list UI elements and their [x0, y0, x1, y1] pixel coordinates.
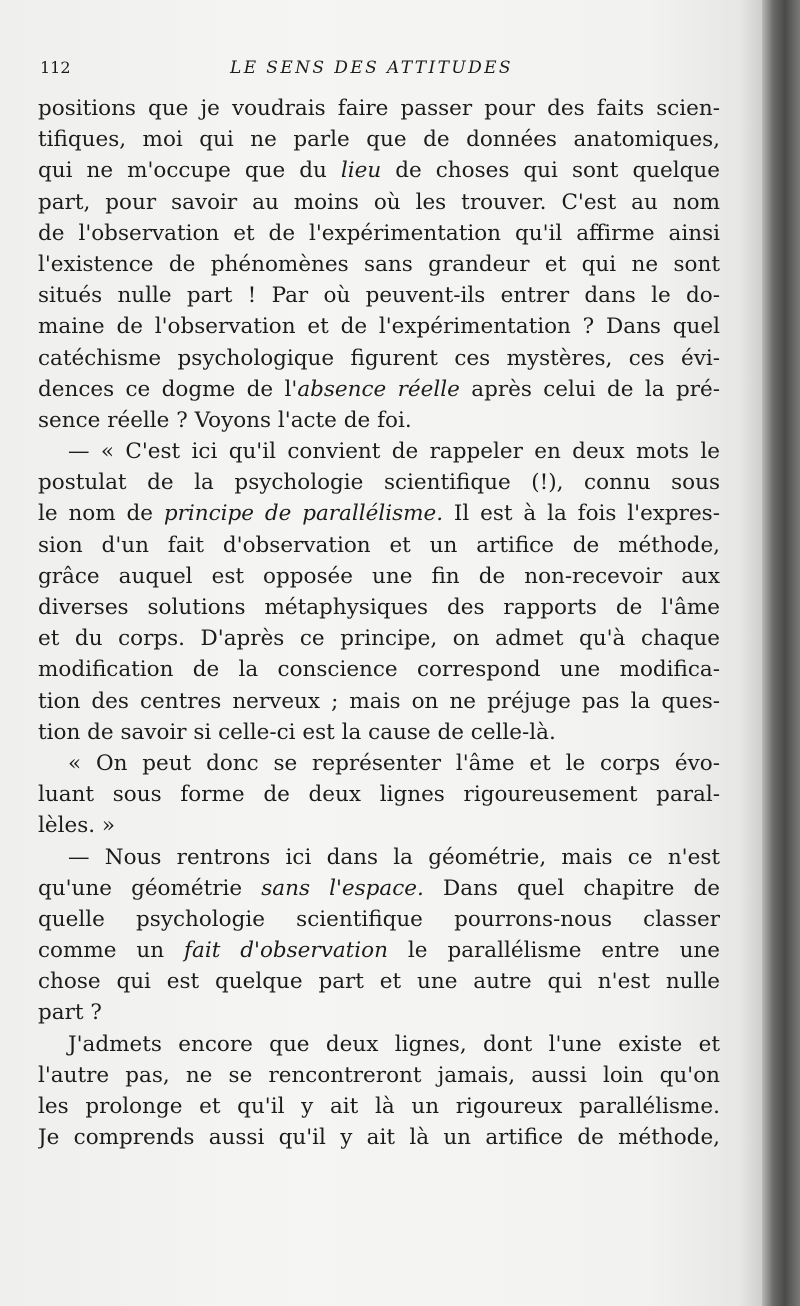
text-segment: modification de la conscience correspond une modifica-: [38, 657, 720, 683]
text-line: [38, 904, 720, 935]
text-segment: part ?: [38, 1000, 102, 1026]
text-line: [38, 997, 720, 1028]
text-segment: grâce auquel est opposée une fin de non-recevoir aux: [38, 563, 720, 589]
text-line: [38, 374, 720, 405]
text-line: [38, 187, 720, 218]
text-line: [38, 873, 720, 904]
text-line: [38, 155, 720, 186]
text-segment: de choses qui sont quelque: [381, 158, 720, 184]
text-line: [38, 810, 720, 841]
text-segment: sence réelle ? Voyons l'acte de foi.: [38, 407, 412, 433]
text-segment: après celui de la pré-: [459, 376, 720, 402]
text-line: [38, 124, 720, 155]
text-line: [38, 1122, 720, 1153]
text-line: [38, 748, 720, 779]
text-segment: dences ce dogme de l': [38, 376, 298, 402]
text-segment: tion des centres nerveux ; mais on ne préjuge pas la ques-: [38, 688, 720, 714]
italic-text: sans l'espace.: [261, 875, 424, 901]
text-segment: tion de savoir si celle-ci est la cause de celle-là.: [38, 719, 556, 745]
text-segment: Il est à la fois l'expres-: [443, 501, 720, 527]
text-segment: — Nous rentrons ici dans la géométrie, mais ce n'est: [68, 844, 720, 870]
italic-text: absence réelle: [297, 376, 460, 402]
text-segment: — « C'est ici qu'il convient de rappeler en deux mots le: [68, 439, 720, 465]
text-segment: diverses solutions métaphysiques des rapports de l'âme: [38, 595, 720, 620]
text-segment: positions que je voudrais faire passer pour des faits scien-: [38, 96, 720, 121]
text-segment: de l'observation et de l'expérimentation qu'il affirme ainsi: [38, 220, 720, 246]
text-segment: situés nulle part ! Par où peuvent-ils entrer dans le do-: [38, 283, 720, 309]
text-line: [38, 498, 720, 529]
text-line: [38, 311, 720, 342]
text-line: [38, 842, 720, 873]
text-segment: Dans quel chapitre de: [423, 875, 720, 901]
text-line: [38, 249, 720, 280]
text-line: [38, 623, 720, 654]
text-segment: Je comprends aussi qu'il y ait là un artifice de méthode,: [38, 1125, 720, 1151]
text-segment: l'existence de phénomènes sans grandeur et qui ne sont: [38, 251, 720, 277]
text-line: [38, 717, 720, 748]
page-number: 112: [40, 58, 71, 77]
gutter-shadow: [740, 0, 764, 1306]
text-segment: les prolonge et qu'il y ait là un rigoureux parallélisme.: [38, 1094, 720, 1119]
text-segment: quelle psychologie scientifique pourrons-nous classer: [38, 906, 720, 932]
text-segment: luant sous forme de deux lignes rigoureusement paral-: [38, 782, 720, 808]
text-segment: et du corps. D'après ce principe, on admet qu'à chaque: [38, 626, 720, 652]
book-gutter: [762, 0, 800, 1306]
text-segment: postulat de la psychologie scientifique (!), connu sous: [38, 470, 720, 496]
text-segment: chose qui est quelque part et une autre qui n'est nulle: [38, 969, 720, 995]
text-line: [38, 592, 720, 623]
text-segment: part, pour savoir au moins où les trouver. C'est au nom: [38, 189, 720, 215]
text-segment: lèles. »: [38, 813, 116, 839]
text-line: [38, 1091, 720, 1122]
text-line: [38, 779, 720, 810]
text-line: [38, 93, 720, 124]
text-segment: qui ne m'occupe que du: [38, 158, 341, 184]
body-text: [38, 93, 720, 1153]
italic-text: fait d'observation: [184, 938, 388, 964]
running-title: LE SENS DES ATTITUDES: [230, 58, 513, 78]
text-line: [38, 467, 720, 498]
text-segment: qu'une géométrie: [38, 875, 262, 901]
page-header: [40, 58, 720, 82]
text-segment: J'admets encore que deux lignes, dont l'une existe et: [68, 1031, 720, 1057]
text-line: [38, 530, 720, 561]
text-segment: sion d'un fait d'observation et un artifice de méthode,: [38, 532, 720, 558]
text-line: [38, 966, 720, 997]
text-line: [38, 343, 720, 374]
text-segment: le nom de: [38, 501, 164, 527]
text-line: [38, 218, 720, 249]
text-line: [38, 436, 720, 467]
text-segment: l'autre pas, ne se rencontreront jamais, aussi loin qu'on: [38, 1062, 720, 1088]
text-segment: comme un: [38, 938, 185, 964]
text-segment: maine de l'observation et de l'expérimentation ? Dans quel: [38, 314, 720, 340]
text-line: [38, 654, 720, 685]
text-line: [38, 686, 720, 717]
text-segment: le parallélisme entre une: [387, 938, 720, 964]
text-segment: « On peut donc se représenter l'âme et le corps évo-: [68, 750, 720, 776]
italic-text: lieu: [340, 158, 382, 184]
text-line: [38, 405, 720, 436]
text-line: [38, 1060, 720, 1091]
text-segment: tifiques, moi qui ne parle que de données anatomiques,: [38, 127, 720, 153]
italic-text: principe de parallélisme.: [163, 501, 444, 527]
text-line: [38, 1029, 720, 1060]
text-line: [38, 935, 720, 966]
text-segment: catéchisme psychologique figurent ces mystères, ces évi-: [38, 345, 720, 371]
text-line: [38, 561, 720, 592]
text-line: [38, 280, 720, 311]
